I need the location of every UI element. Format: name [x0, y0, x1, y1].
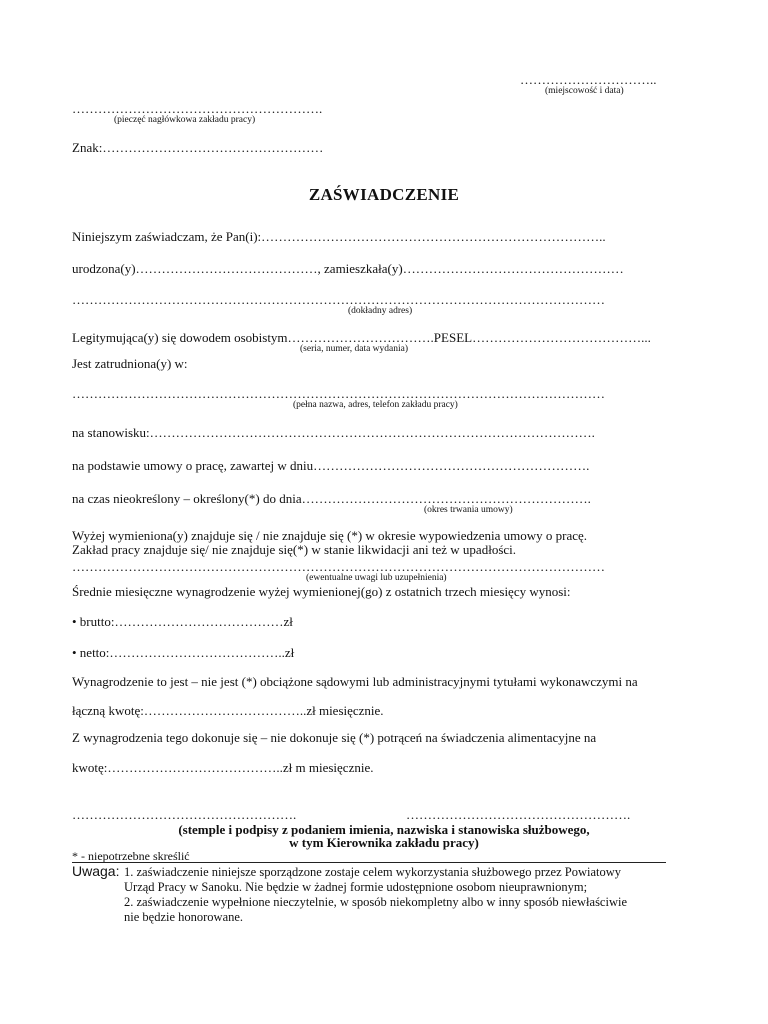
footer-divider [72, 862, 666, 863]
signature-left-dots: ……………………………………………. [72, 807, 297, 822]
signature-right-dots: ……………………………………………. [406, 807, 631, 822]
asterisk-note: * - niepotrzebne skreślić [72, 849, 190, 863]
document-title: ZAŚWIADCZENIE [308, 185, 460, 204]
contract-term-caption: (okres trwania umowy) [424, 505, 513, 515]
reference-number-line: Znak:…………………………………………… [72, 140, 324, 155]
alimony-line: Z wynagrodzenia tego dokonuje się – nie dokonuje się (*) potrąceń na świadczenia alimentacyjne na [72, 730, 597, 745]
signature-caption-line1: (stemple i podpisy z podaniem imienia, nazwiska i stanowiska służbowego, [178, 822, 590, 837]
employer-dots: …………………………………………………………………………………………………………… [72, 386, 605, 401]
position-line: na stanowisku:…………………………………………………………………………………………. [72, 425, 595, 440]
id-card-pesel-line: Legitymująca(y) się dowodem osobistym…………………………….PESEL…………………………………... [72, 330, 651, 345]
net-salary-line: • netto:…………………………………..zł [72, 645, 295, 660]
garnishment-line: Wynagrodzenie to jest – nie jest (*) obciążone sądowymi lub administracyjnymi tytułami wykonawczymi na [72, 674, 638, 689]
gross-salary-line: • brutto:…………………………………zł [72, 614, 293, 629]
remark-label: Uwaga: [72, 863, 120, 879]
contract-term-line: na czas nieokreślony – określony(*) do dnia…………………………………………………………. [72, 491, 591, 506]
birth-residence-line: urodzona(y)……………………………………, zamieszkała(y)…………………………………………… [72, 261, 624, 276]
remarks-caption: (ewentualne uwagi lub uzupełnienia) [306, 573, 447, 583]
address-caption: (dokładny adres) [348, 306, 413, 316]
place-date-dots: ………………………….. [520, 72, 657, 87]
salary-intro-line: Średnie miesięczne wynagrodzenie wyżej wymienionej(go) z ostatnich trzech miesięcy wynosi: [72, 584, 571, 599]
id-card-caption: (seria, numer, data wydania) [300, 344, 409, 354]
employer-caption: (pełna nazwa, adres, telefon zakładu pracy) [293, 400, 458, 410]
stamp-caption: (pieczęć nagłówkowa zakładu pracy) [114, 115, 256, 125]
note-1-line-a: 1. zaświadczenie niniejsze sporządzone zostaje celem wykorzystania służbowego przez Powiatowy [124, 865, 622, 879]
contract-date-line: na podstawie umowy o pracę, zawartej w dniu………………………………………………………. [72, 458, 590, 473]
employee-name-line: Niniejszym zaświadczam, że Pan(i):…………………………………………………………………….. [72, 229, 606, 244]
place-date-caption: (miejscowość i data) [545, 86, 624, 96]
liquidation-line: Zakład pracy znajduje się/ nie znajduje się(*) w stanie likwidacji ani też w upadłości. [72, 542, 517, 557]
note-1-line-b: Urząd Pracy w Sanoku. Nie będzie w żadnej formie udostępnione osobom nieuprawnionym; [124, 880, 588, 894]
note-2-line-b: nie będzie honorowane. [124, 910, 244, 924]
note-2-line-a: 2. zaświadczenie wypełnione nieczytelnie, w sposób niekompletny albo w inny sposób niewłaściwie [124, 895, 627, 909]
alimony-amount-line: kwotę:…………………………………..zł m miesięcznie. [72, 760, 374, 775]
notice-period-line: Wyżej wymieniona(y) znajduje się / nie znajduje się (*) w okresie wypowiedzenia umowy o pracę. [72, 528, 588, 543]
employed-at-label: Jest zatrudniona(y) w: [72, 356, 188, 371]
address-dots: …………………………………………………………………………………………………………… [72, 292, 605, 307]
remarks-dots: …………………………………………………………………………………………………………… [72, 559, 605, 574]
signature-caption-line2: w tym Kierownika zakładu pracy) [289, 835, 479, 850]
stamp-dots: …………………………………………………. [72, 101, 323, 116]
garnishment-amount-line: łączną kwotę:………………………………..zł miesięcznie. [72, 703, 384, 718]
